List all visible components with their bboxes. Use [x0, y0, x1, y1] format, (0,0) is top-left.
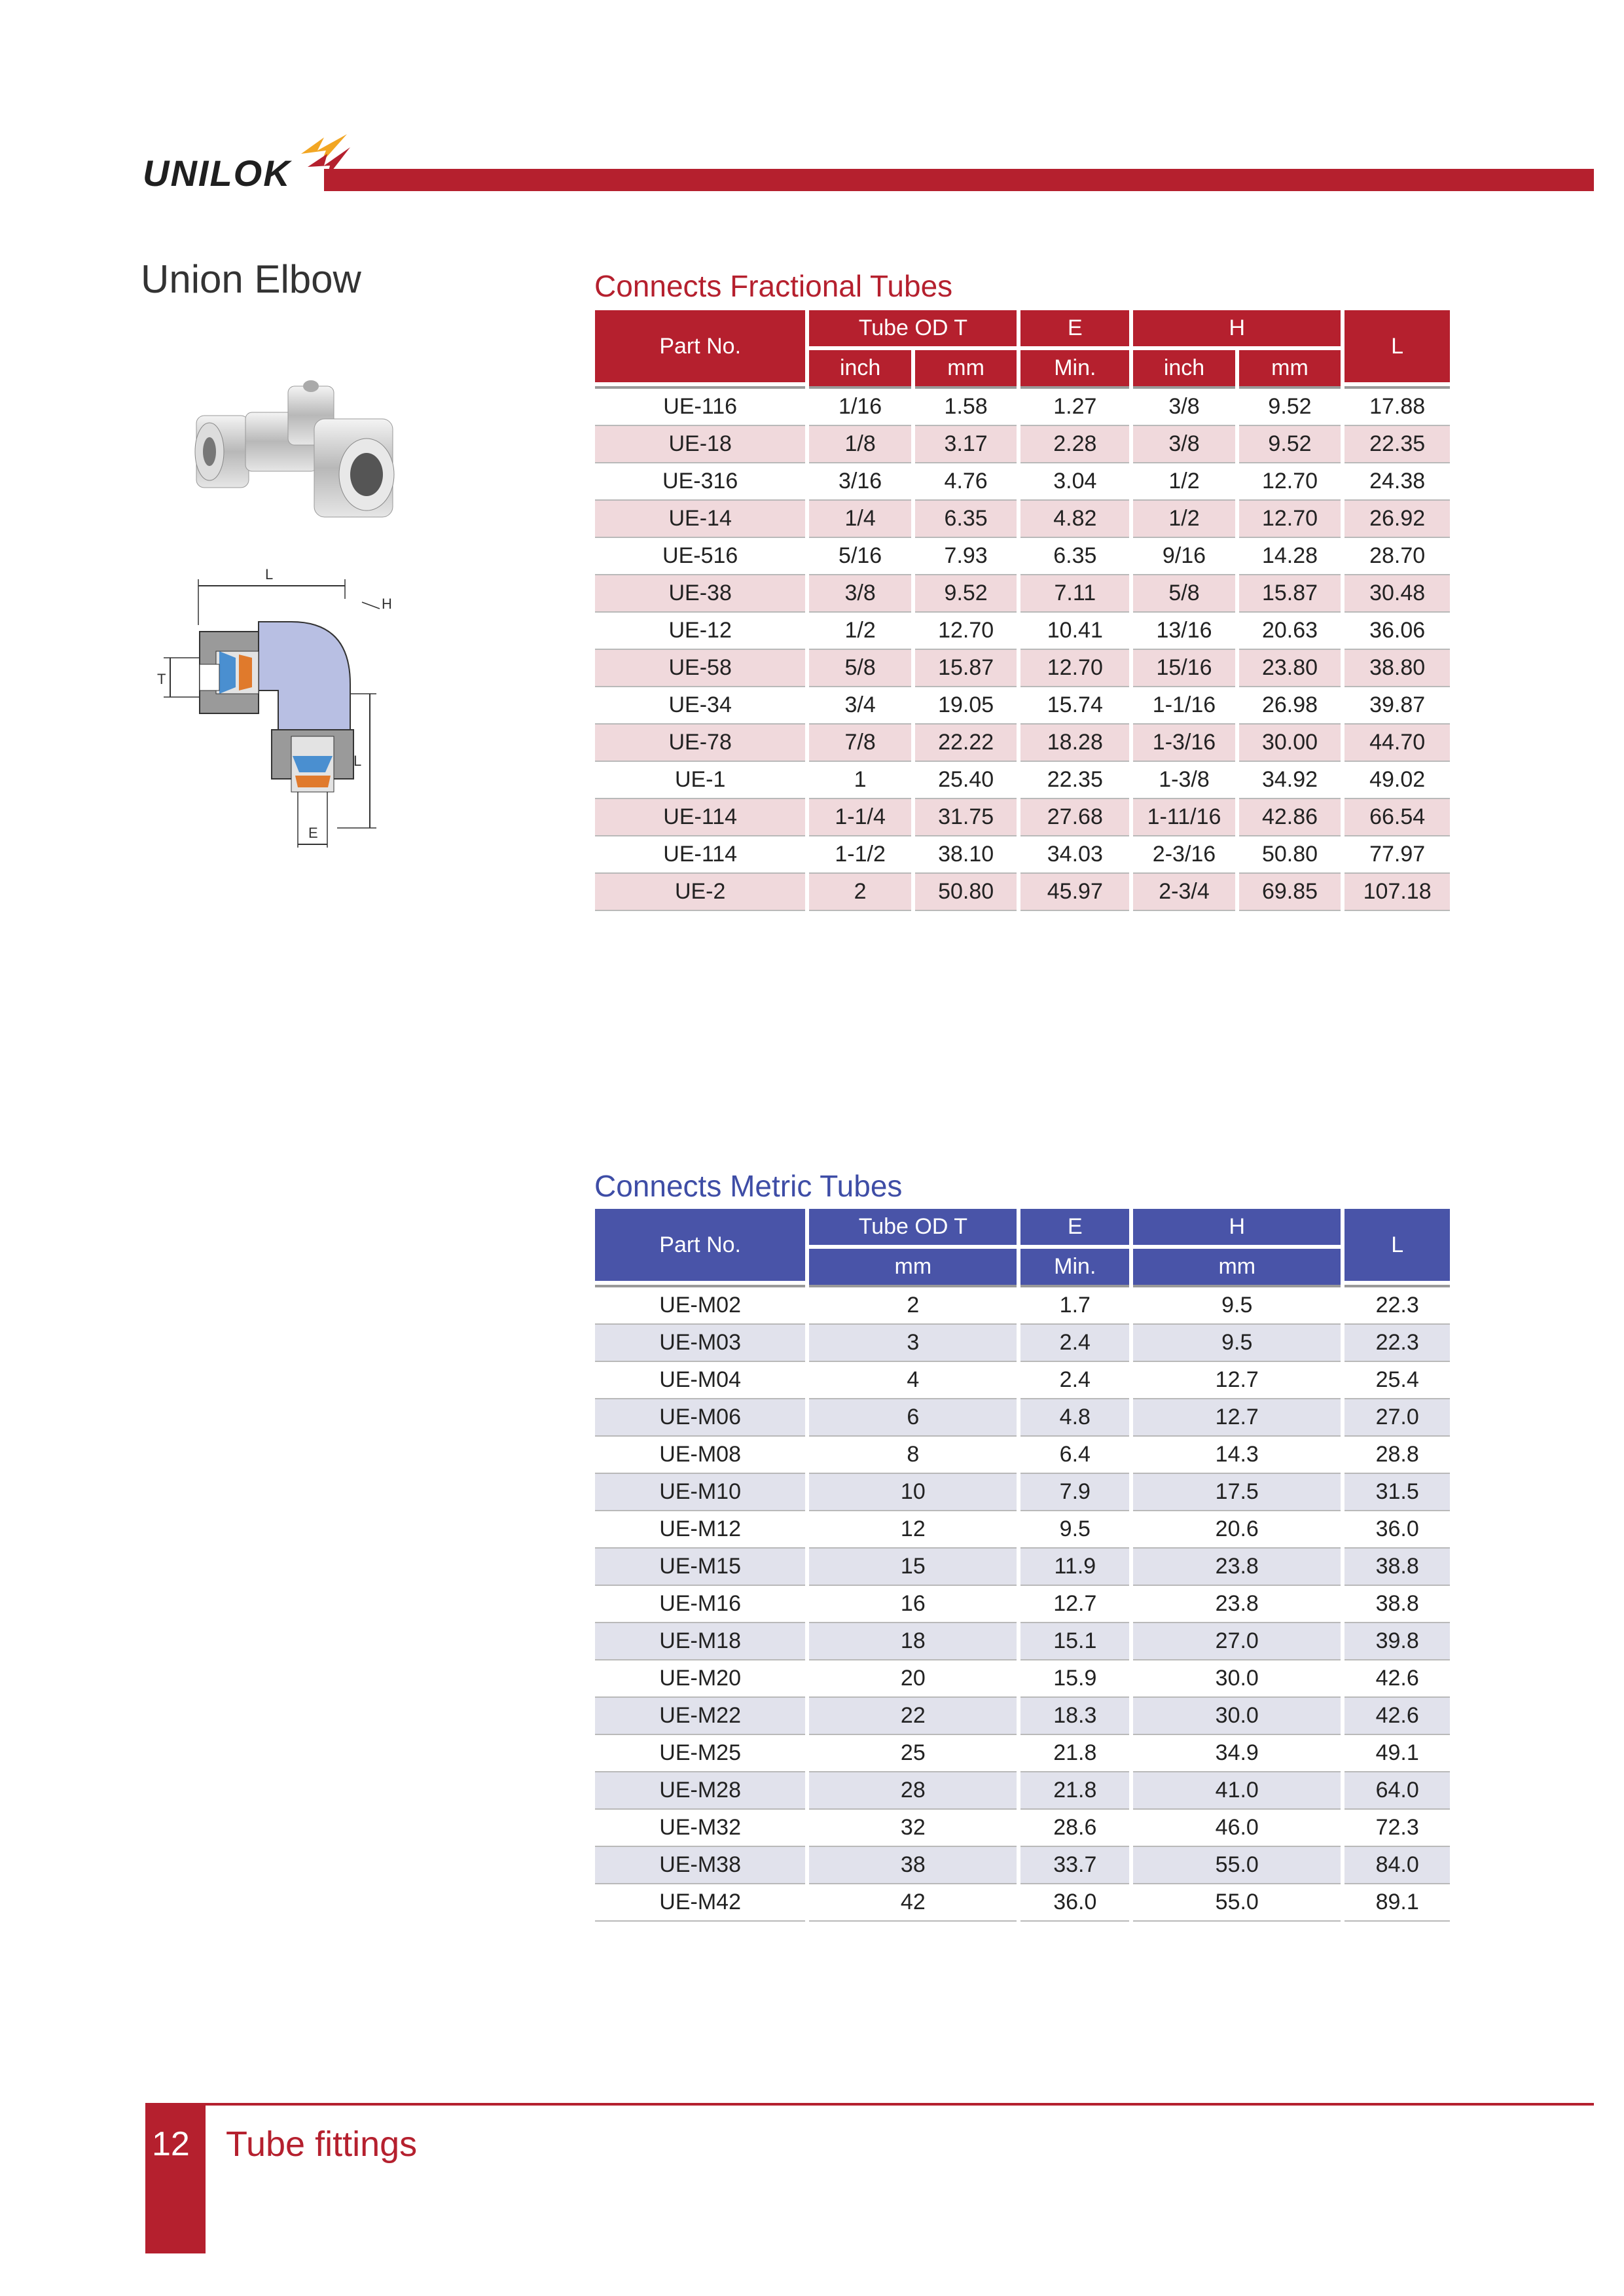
table-cell: 7.11: [1020, 575, 1129, 613]
table-cell: 4.82: [1020, 501, 1129, 538]
table-row: [595, 762, 1450, 799]
table-cell: 38.8: [1344, 1549, 1450, 1586]
table-cell: 1/2: [1133, 463, 1235, 501]
table-cell: 89.1: [1344, 1884, 1450, 1922]
col-part-no: Part No.: [595, 1209, 805, 1285]
table-cell: UE-1: [595, 762, 805, 799]
table-row: [595, 386, 1450, 426]
table-cell: 69.85: [1239, 874, 1341, 911]
table-row: [595, 1285, 1450, 1325]
table-row: [595, 1399, 1450, 1437]
table-cell: 18: [809, 1623, 1017, 1660]
table-cell: 22.22: [915, 725, 1017, 762]
table-cell: 1/2: [809, 613, 911, 650]
table-cell: 1-1/2: [809, 836, 911, 874]
table-cell: 14.28: [1239, 538, 1341, 575]
table-cell: 24.38: [1344, 463, 1450, 501]
metric-section-title: Connects Metric Tubes: [594, 1169, 903, 1203]
col-l: L: [1344, 310, 1450, 386]
table-cell: 2-3/4: [1133, 874, 1235, 911]
table-row: [595, 650, 1450, 687]
dimension-drawing: [154, 560, 442, 864]
table-cell: 10.41: [1020, 613, 1129, 650]
table-cell: UE-34: [595, 687, 805, 725]
table-cell: UE-M32: [595, 1810, 805, 1847]
table-cell: 3: [809, 1325, 1017, 1362]
table-cell: 19.05: [915, 687, 1017, 725]
table-cell: 7/8: [809, 725, 911, 762]
table-cell: 5/8: [1133, 575, 1235, 613]
table-cell: 45.97: [1020, 874, 1129, 911]
col-tube-od-mm: mm: [915, 350, 1017, 386]
table-row: [595, 575, 1450, 613]
table-cell: UE-M18: [595, 1623, 805, 1660]
table-cell: 22.35: [1344, 426, 1450, 463]
table-cell: 12.70: [1239, 463, 1341, 501]
col-tube-od: Tube OD T: [809, 310, 1017, 350]
table-cell: 5/8: [809, 650, 911, 687]
table-cell: UE-M03: [595, 1325, 805, 1362]
table-cell: 49.02: [1344, 762, 1450, 799]
table-row: [595, 463, 1450, 501]
table-cell: 42.6: [1344, 1660, 1450, 1698]
table-row: [595, 538, 1450, 575]
table-cell: 30.00: [1239, 725, 1341, 762]
table-cell: 50.80: [1239, 836, 1341, 874]
table-row: [595, 725, 1450, 762]
table-cell: UE-M04: [595, 1362, 805, 1399]
col-h-mm: mm: [1239, 350, 1341, 386]
col-h: H: [1133, 310, 1341, 350]
table-cell: 22.3: [1344, 1285, 1450, 1325]
col-h-inch: inch: [1133, 350, 1235, 386]
table-cell: 107.18: [1344, 874, 1450, 911]
table-cell: 8: [809, 1437, 1017, 1474]
table-cell: 34.03: [1020, 836, 1129, 874]
table-row: [595, 687, 1450, 725]
col-h-mm: mm: [1133, 1249, 1341, 1285]
table-cell: 2: [809, 1285, 1017, 1325]
table-cell: 42.6: [1344, 1698, 1450, 1735]
table-cell: 1: [809, 762, 911, 799]
page-number: 12: [152, 2125, 190, 2163]
table-cell: 31.75: [915, 799, 1017, 836]
table-cell: 6.35: [1020, 538, 1129, 575]
table-cell: 22.35: [1020, 762, 1129, 799]
col-h: H: [1133, 1209, 1341, 1249]
table-cell: 4.8: [1020, 1399, 1129, 1437]
table-cell: 12.70: [915, 613, 1017, 650]
table-cell: 77.97: [1344, 836, 1450, 874]
table-cell: 20.6: [1133, 1511, 1341, 1549]
table-cell: 15.9: [1020, 1660, 1129, 1698]
table-cell: 28.6: [1020, 1810, 1129, 1847]
table-cell: 2.4: [1020, 1362, 1129, 1399]
table-cell: UE-M06: [595, 1399, 805, 1437]
table-cell: 9.52: [1239, 426, 1341, 463]
table-cell: 28.70: [1344, 538, 1450, 575]
table-cell: 15.87: [1239, 575, 1341, 613]
table-cell: UE-M16: [595, 1586, 805, 1623]
table-cell: 1-11/16: [1133, 799, 1235, 836]
col-part-no: Part No.: [595, 310, 805, 386]
table-cell: 17.88: [1344, 386, 1450, 426]
table-cell: 22: [809, 1698, 1017, 1735]
table-row: [595, 1847, 1450, 1884]
table-cell: 20: [809, 1660, 1017, 1698]
table-cell: 39.8: [1344, 1623, 1450, 1660]
table-cell: 6.4: [1020, 1437, 1129, 1474]
table-cell: 27.0: [1133, 1623, 1341, 1660]
table-cell: 22.3: [1344, 1325, 1450, 1362]
table-cell: 49.1: [1344, 1735, 1450, 1772]
table-row: [595, 613, 1450, 650]
table-cell: 41.0: [1133, 1772, 1341, 1810]
table-cell: 15.1: [1020, 1623, 1129, 1660]
table-cell: 3/8: [1133, 386, 1235, 426]
table-cell: 18.28: [1020, 725, 1129, 762]
product-photo: [190, 373, 412, 530]
table-cell: 26.92: [1344, 501, 1450, 538]
table-cell: 12.7: [1133, 1399, 1341, 1437]
table-row: [595, 1549, 1450, 1586]
table-cell: UE-M20: [595, 1660, 805, 1698]
table-cell: UE-78: [595, 725, 805, 762]
table-row: [595, 1772, 1450, 1810]
table-row: [595, 1623, 1450, 1660]
table-cell: 2.4: [1020, 1325, 1129, 1362]
table-cell: 34.92: [1239, 762, 1341, 799]
table-cell: 1/4: [809, 501, 911, 538]
table-cell: 1/2: [1133, 501, 1235, 538]
table-cell: 30.0: [1133, 1698, 1341, 1735]
dim-label-h: H: [382, 596, 392, 612]
table-cell: 36.0: [1020, 1884, 1129, 1922]
table-cell: 15.87: [915, 650, 1017, 687]
table-cell: 30.0: [1133, 1660, 1341, 1698]
col-e: E: [1020, 310, 1129, 350]
dim-label-t: T: [157, 671, 166, 687]
col-e-min: Min.: [1020, 1249, 1129, 1285]
table-cell: 84.0: [1344, 1847, 1450, 1884]
fractional-section-title: Connects Fractional Tubes: [594, 269, 953, 303]
table-cell: 12.7: [1133, 1362, 1341, 1399]
table-cell: 27.68: [1020, 799, 1129, 836]
table-cell: 1.27: [1020, 386, 1129, 426]
table-cell: 42: [809, 1884, 1017, 1922]
col-tube-od: Tube OD T: [809, 1209, 1017, 1249]
table-cell: 1-3/8: [1133, 762, 1235, 799]
table-row: [595, 426, 1450, 463]
table-cell: UE-M10: [595, 1474, 805, 1511]
footer-rule: [145, 2103, 1594, 2106]
table-cell: 14.3: [1133, 1437, 1341, 1474]
table-cell: 31.5: [1344, 1474, 1450, 1511]
table-cell: 72.3: [1344, 1810, 1450, 1847]
table-cell: 3.17: [915, 426, 1017, 463]
table-cell: 25.40: [915, 762, 1017, 799]
dim-label-l-side: L: [353, 753, 362, 769]
table-cell: 2.28: [1020, 426, 1129, 463]
table-cell: 23.80: [1239, 650, 1341, 687]
table-cell: 18.3: [1020, 1698, 1129, 1735]
table-cell: 38.10: [915, 836, 1017, 874]
table-cell: 36.06: [1344, 613, 1450, 650]
table-cell: 55.0: [1133, 1847, 1341, 1884]
table-cell: UE-M38: [595, 1847, 805, 1884]
table-cell: 25.4: [1344, 1362, 1450, 1399]
table-cell: 13/16: [1133, 613, 1235, 650]
table-cell: 30.48: [1344, 575, 1450, 613]
table-cell: 4.76: [915, 463, 1017, 501]
table-cell: 16: [809, 1586, 1017, 1623]
table-cell: 15/16: [1133, 650, 1235, 687]
table-cell: 20.63: [1239, 613, 1341, 650]
table-cell: UE-2: [595, 874, 805, 911]
table-cell: UE-58: [595, 650, 805, 687]
table-cell: 6.35: [915, 501, 1017, 538]
table-cell: 25: [809, 1735, 1017, 1772]
table-cell: 23.8: [1133, 1549, 1341, 1586]
table-cell: 12.7: [1020, 1586, 1129, 1623]
table-cell: UE-M28: [595, 1772, 805, 1810]
table-cell: UE-M15: [595, 1549, 805, 1586]
table-cell: UE-12: [595, 613, 805, 650]
col-e-min: Min.: [1020, 350, 1129, 386]
table-cell: UE-M02: [595, 1285, 805, 1325]
col-tube-od-mm: mm: [809, 1249, 1017, 1285]
table-cell: UE-M42: [595, 1884, 805, 1922]
table-cell: 28: [809, 1772, 1017, 1810]
table-cell: 3/4: [809, 687, 911, 725]
table-row: [595, 1735, 1450, 1772]
table-cell: 33.7: [1020, 1847, 1129, 1884]
table-cell: UE-18: [595, 426, 805, 463]
table-cell: 3/16: [809, 463, 911, 501]
table-cell: UE-114: [595, 836, 805, 874]
table-cell: UE-14: [595, 501, 805, 538]
table-cell: 32: [809, 1810, 1017, 1847]
table-cell: UE-316: [595, 463, 805, 501]
table-cell: 2: [809, 874, 911, 911]
table-cell: UE-114: [595, 799, 805, 836]
table-cell: 55.0: [1133, 1884, 1341, 1922]
table-cell: 28.8: [1344, 1437, 1450, 1474]
table-cell: 42.86: [1239, 799, 1341, 836]
table-cell: 3/8: [1133, 426, 1235, 463]
table-cell: 44.70: [1344, 725, 1450, 762]
col-l: L: [1344, 1209, 1450, 1285]
table-cell: 21.8: [1020, 1772, 1129, 1810]
table-cell: 11.9: [1020, 1549, 1129, 1586]
table-cell: 1-1/16: [1133, 687, 1235, 725]
table-cell: 66.54: [1344, 799, 1450, 836]
table-row: [595, 501, 1450, 538]
table-cell: UE-M22: [595, 1698, 805, 1735]
table-row: [595, 1698, 1450, 1735]
table-row: [595, 1884, 1450, 1922]
table-cell: 15: [809, 1549, 1017, 1586]
table-cell: 7.9: [1020, 1474, 1129, 1511]
table-cell: UE-M08: [595, 1437, 805, 1474]
table-cell: 21.8: [1020, 1735, 1129, 1772]
col-tube-od-inch: inch: [809, 350, 911, 386]
col-e: E: [1020, 1209, 1129, 1249]
table-row: [595, 1362, 1450, 1399]
table-cell: 9.52: [1239, 386, 1341, 426]
table-cell: 5/16: [809, 538, 911, 575]
header-accent-bar: [324, 169, 1594, 191]
dim-label-l-top: L: [265, 566, 274, 583]
table-cell: UE-M12: [595, 1511, 805, 1549]
table-cell: 6: [809, 1399, 1017, 1437]
table-cell: 36.0: [1344, 1511, 1450, 1549]
table-cell: 50.80: [915, 874, 1017, 911]
table-cell: UE-516: [595, 538, 805, 575]
table-cell: 27.0: [1344, 1399, 1450, 1437]
brand-logo-text: UNILOK: [143, 152, 291, 194]
table-cell: UE-38: [595, 575, 805, 613]
table-cell: 1.7: [1020, 1285, 1129, 1325]
table-cell: 1.58: [915, 386, 1017, 426]
table-cell: 3/8: [809, 575, 911, 613]
table-cell: 12.70: [1239, 501, 1341, 538]
table-cell: 39.87: [1344, 687, 1450, 725]
table-cell: 1/16: [809, 386, 911, 426]
metric-spec-table: [591, 1209, 1454, 1922]
metric-table-body: [595, 1285, 1450, 1922]
fractional-spec-table: [591, 310, 1454, 911]
fractional-table-body: [595, 386, 1450, 911]
table-row: [595, 1325, 1450, 1362]
table-cell: 38.8: [1344, 1586, 1450, 1623]
table-cell: 9.5: [1020, 1511, 1129, 1549]
table-cell: 4: [809, 1362, 1017, 1399]
table-row: [595, 1474, 1450, 1511]
table-cell: 38: [809, 1847, 1017, 1884]
table-cell: 9.52: [915, 575, 1017, 613]
dim-label-e: E: [308, 825, 318, 841]
table-cell: 10: [809, 1474, 1017, 1511]
table-cell: 1-3/16: [1133, 725, 1235, 762]
table-cell: 1-1/4: [809, 799, 911, 836]
table-row: [595, 1660, 1450, 1698]
table-row: [595, 874, 1450, 911]
footer-section-label: Tube fittings: [226, 2125, 418, 2164]
table-row: [595, 1437, 1450, 1474]
table-cell: 2-3/16: [1133, 836, 1235, 874]
page-title: Union Elbow: [141, 257, 361, 301]
table-cell: UE-M25: [595, 1735, 805, 1772]
table-cell: 26.98: [1239, 687, 1341, 725]
table-row: [595, 1586, 1450, 1623]
table-cell: UE-116: [595, 386, 805, 426]
table-row: [595, 1810, 1450, 1847]
table-cell: 15.74: [1020, 687, 1129, 725]
table-row: [595, 1511, 1450, 1549]
table-cell: 12.70: [1020, 650, 1129, 687]
table-cell: 17.5: [1133, 1474, 1341, 1511]
table-cell: 23.8: [1133, 1586, 1341, 1623]
table-cell: 46.0: [1133, 1810, 1341, 1847]
table-cell: 9.5: [1133, 1325, 1341, 1362]
table-cell: 38.80: [1344, 650, 1450, 687]
table-cell: 1/8: [809, 426, 911, 463]
table-row: [595, 799, 1450, 836]
table-cell: 12: [809, 1511, 1017, 1549]
table-row: [595, 836, 1450, 874]
table-cell: 9/16: [1133, 538, 1235, 575]
table-cell: 7.93: [915, 538, 1017, 575]
table-cell: 9.5: [1133, 1285, 1341, 1325]
table-cell: 34.9: [1133, 1735, 1341, 1772]
table-cell: 3.04: [1020, 463, 1129, 501]
table-cell: 64.0: [1344, 1772, 1450, 1810]
